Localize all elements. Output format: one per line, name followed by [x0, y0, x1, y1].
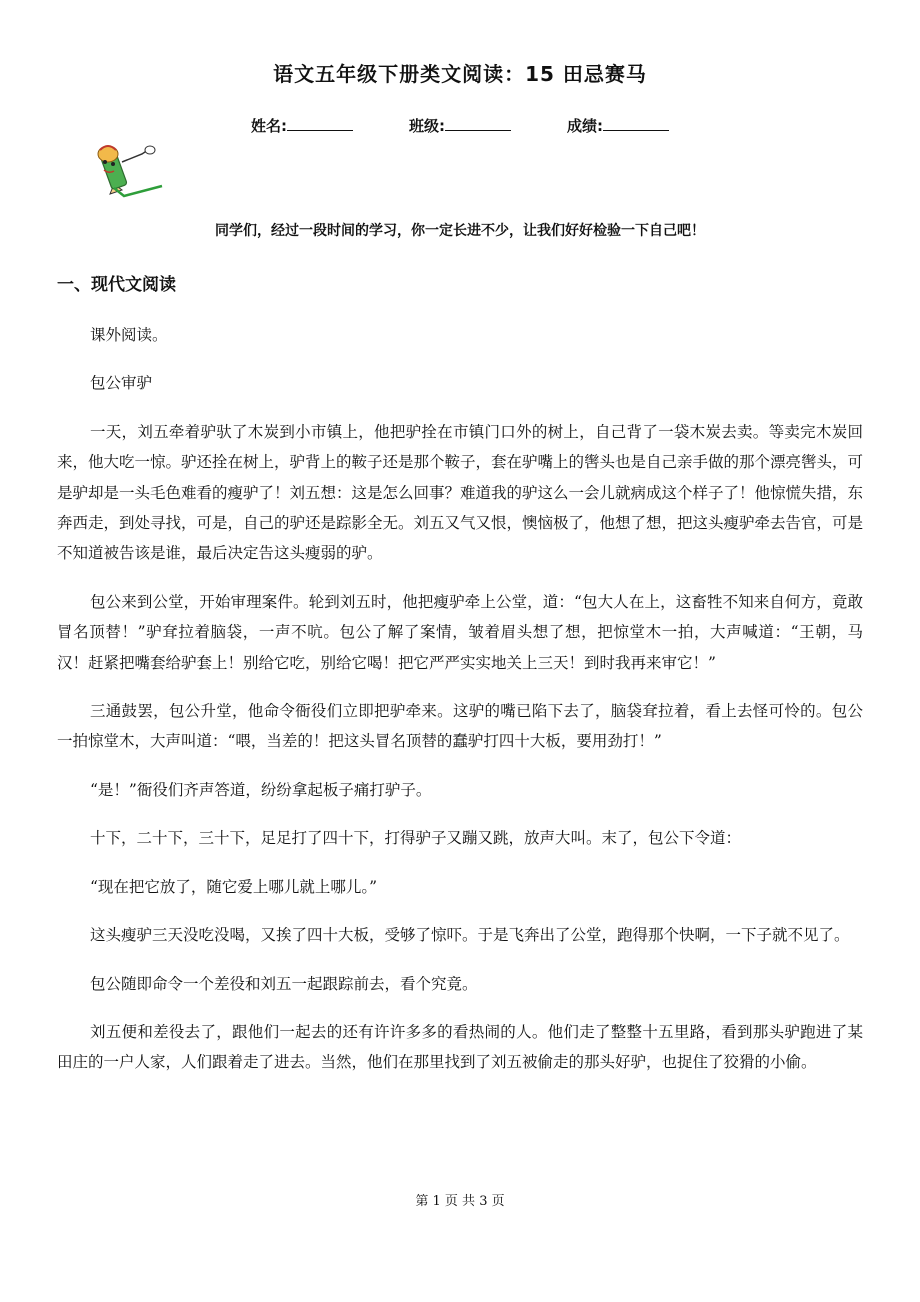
name-field [251, 115, 353, 136]
paragraph-7: 这头瘦驴三天没吃没喝，又挨了四十大板，受够了惊吓。于是飞奔出了公堂，跑得那个快啊，一下子就不见了。 [90, 926, 850, 945]
score-label: 成绩: [567, 117, 603, 135]
name-label: 姓名: [251, 117, 287, 135]
paragraph-9: 刘五便和差役去了，跟他们一起去的还有许许多多的看热闹的人。他们走了整整十五里路，看到那头驴跑进了某田庄的一户人家，人们跟着走了进去。当然，他们在那里找到了刘五被偷走的那头好驴，也捉住了狡猾的小偷。 [57, 1022, 863, 1072]
paragraph-2: 包公来到公堂，开始审理案件。轮到刘五时，他把瘦驴牵上公堂，道：“包大人在上，这畜牲不知来自何方，竟敢冒名顶替！”驴耷拉着脑袋，一声不吭。包公了解了案情，皱着眉头想了想，把惊堂木一拍，大声喊道：“王朝，马汉！赶紧把嘴套给驴套上！别给它吃，别给它喝！把它严严实实地关上三天！到时我再来审它！” [57, 592, 863, 672]
class-blank [445, 116, 511, 131]
name-blank [287, 116, 353, 131]
class-field [409, 115, 511, 136]
section-heading: 一、现代文阅读 [57, 275, 176, 295]
score-field [567, 115, 669, 136]
document-title: 语文五年级下册类文阅读：15 田忌赛马 [273, 62, 647, 86]
class-label: 班级: [409, 117, 445, 135]
paragraph-8: 包公随即命令一个差役和刘五一起跟踪前去，看个究竟。 [90, 974, 478, 993]
passage-intro: 课外阅读。 [90, 326, 168, 344]
reading-passage [57, 320, 863, 1096]
greeting-text: 同学们，经过一段时间的学习，你一定长进不少，让我们好好检验一下自己吧！ [215, 223, 705, 239]
paragraph-6: “现在把它放了，随它爱上哪儿就上哪儿。” [90, 877, 378, 896]
student-info-row [0, 115, 920, 136]
paragraph-4: “是！”衙役们齐声答道，纷纷拿起板子痛打驴子。 [90, 780, 432, 799]
pencil-mascot-icon [84, 140, 168, 202]
paragraph-3: 三通鼓罢，包公升堂，他命令衙役们立即把驴牵来。这驴的嘴已陷下去了，脑袋耷拉着，看上去怪可怜的。包公一拍惊堂木，大声叫道：“喂，当差的！把这头冒名顶替的蠢驴打四十大板，要用劲打！” [57, 702, 863, 751]
paragraph-1: 一天，刘五牵着驴驮了木炭到小市镇上，他把驴拴在市镇门口外的树上，自己背了一袋木炭去卖。等卖完木炭回来，他大吃一惊。驴还拴在树上，驴背上的鞍子还是那个鞍子，套在驴嘴上的辔头也是自己亲手做的那个漂亮辔头，可是驴却是一头毛色难看的瘦驴了！刘五想：这是怎么回事？难道我的驴这么一会儿就病成这个样子了！他惊慌失措，东奔西走，到处寻找，可是，自己的驴还是踪影全无。刘五又气又恨，懊恼极了，他想了想，把这头瘦驴牵去告官，可是不知道被告该是谁，最后决定告这头瘦弱的驴。 [57, 422, 864, 563]
score-blank [603, 116, 669, 131]
paragraph-5: 十下，二十下，三十下，足足打了四十下，打得驴子又蹦又跳，放声大叫。末了，包公下令道： [90, 829, 742, 848]
page-footer: 第 1 页 共 3 页 [415, 1194, 505, 1209]
story-title: 包公审驴 [90, 374, 153, 393]
